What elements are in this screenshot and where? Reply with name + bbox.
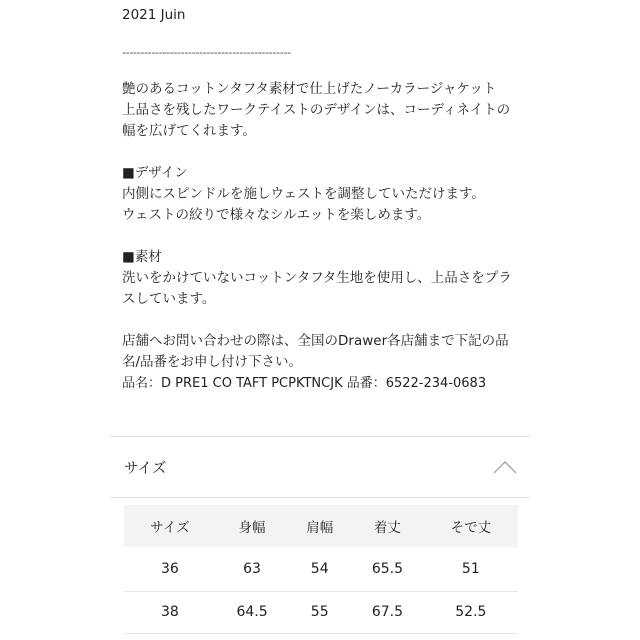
intro-line: 幅を広げてくれます。 [122,123,256,139]
size-table-header-row [124,505,518,547]
material-heading: ■素材 [122,249,162,265]
size-section-toggle[interactable] [110,437,530,498]
table-cell: 38 [160,604,179,620]
table-row [124,591,518,633]
chevron-up-icon[interactable] [492,454,518,480]
column-header: 肩幅 [306,520,334,536]
column-header: 身幅 [238,520,266,536]
table-cell: 55 [310,604,329,620]
table-cell: 65.5 [371,560,403,577]
table-cell: 54 [310,560,329,577]
contact-line: 店舗へお問い合わせの際は、全国のDrawer各店舗まで下記の品 [122,333,509,349]
material-line: スしています。 [122,291,216,307]
column-header: そで丈 [450,520,492,536]
intro-line: 艶のあるコットンタフタ素材で仕上げたノーカラージャケット [122,81,497,97]
size-table [124,505,518,634]
contact-line: 名/品番をお申し付け下さい。 [122,354,303,370]
separator-line: ---------------------------------------------- [122,46,291,59]
design-line: ウェストの絞りで様々なシルエットを楽しめます。 [122,207,431,223]
table-cell: 51 [461,560,480,577]
design-line: 内側にスピンドルを施しウェストを調整していただけます。 [122,186,485,202]
table-cell: 64.5 [236,604,268,620]
product-description [122,0,532,394]
product-code-line: 品名：D PRE1 CO TAFT PCPKTNCJK 品番：6522-234-0683 [122,376,487,391]
column-header: サイズ [150,520,190,536]
material-line: 洗いをかけていないコットンタフタ生地を使用し、上品さをプラ [122,270,512,286]
table-cell: 52.5 [455,604,487,620]
intro-line: 上品さを残したワークテイストのデザインは、コーディネイトの [122,102,511,118]
table-cell: 36 [160,560,179,577]
table-row [124,547,518,591]
date-line: 2021 Juin [122,7,186,23]
table-cell: 67.5 [371,604,403,620]
column-header: 着丈 [373,520,401,536]
size-section-title: サイズ [124,460,167,477]
table-cell: 63 [243,560,261,577]
design-heading: ■デザイン [122,165,188,181]
